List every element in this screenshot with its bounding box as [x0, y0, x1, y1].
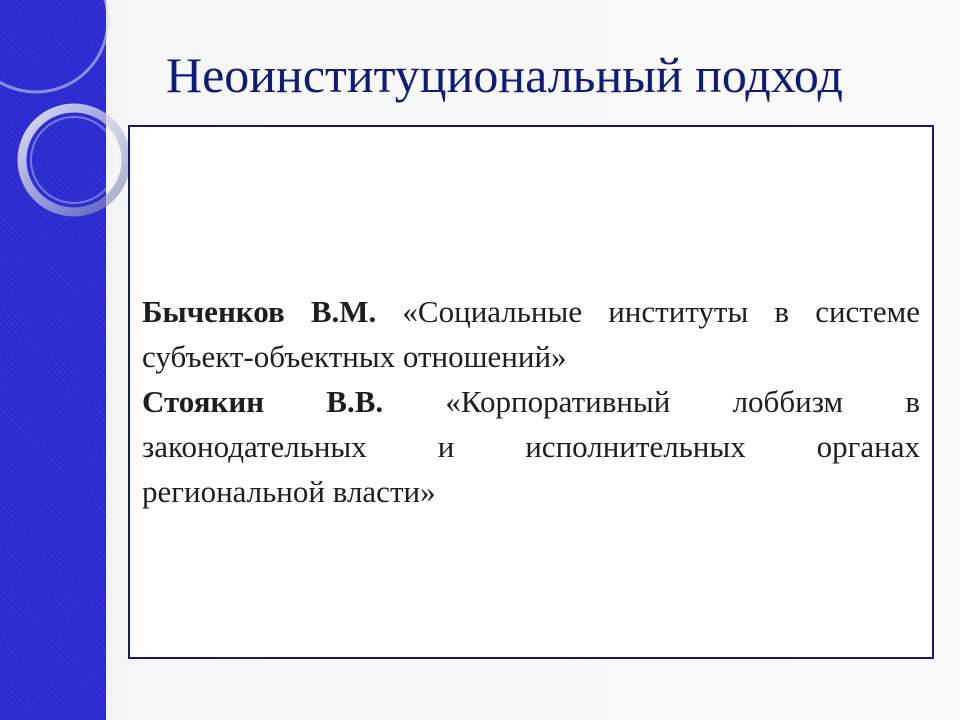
- list-item: [142, 379, 920, 514]
- slide-title: Неоинституциональный подход: [166, 47, 843, 103]
- content-box: [128, 125, 934, 659]
- entry-work: «Социальные институты в системе субъект-объектных отношений»: [142, 293, 920, 374]
- inner-ring: [31, 117, 117, 203]
- ring-ornament: [0, 0, 140, 260]
- entry-author: Стоякин В.В.: [142, 383, 384, 419]
- entry-author: Быченков В.М.: [142, 293, 377, 329]
- list-item: [142, 289, 920, 379]
- medium-ring: [22, 108, 126, 212]
- large-ring: [0, 0, 108, 92]
- entries-list: [130, 289, 932, 514]
- entry-work: «Корпоративный лоббизм в законодательных и исполнительных органах региональной власти»: [142, 383, 920, 509]
